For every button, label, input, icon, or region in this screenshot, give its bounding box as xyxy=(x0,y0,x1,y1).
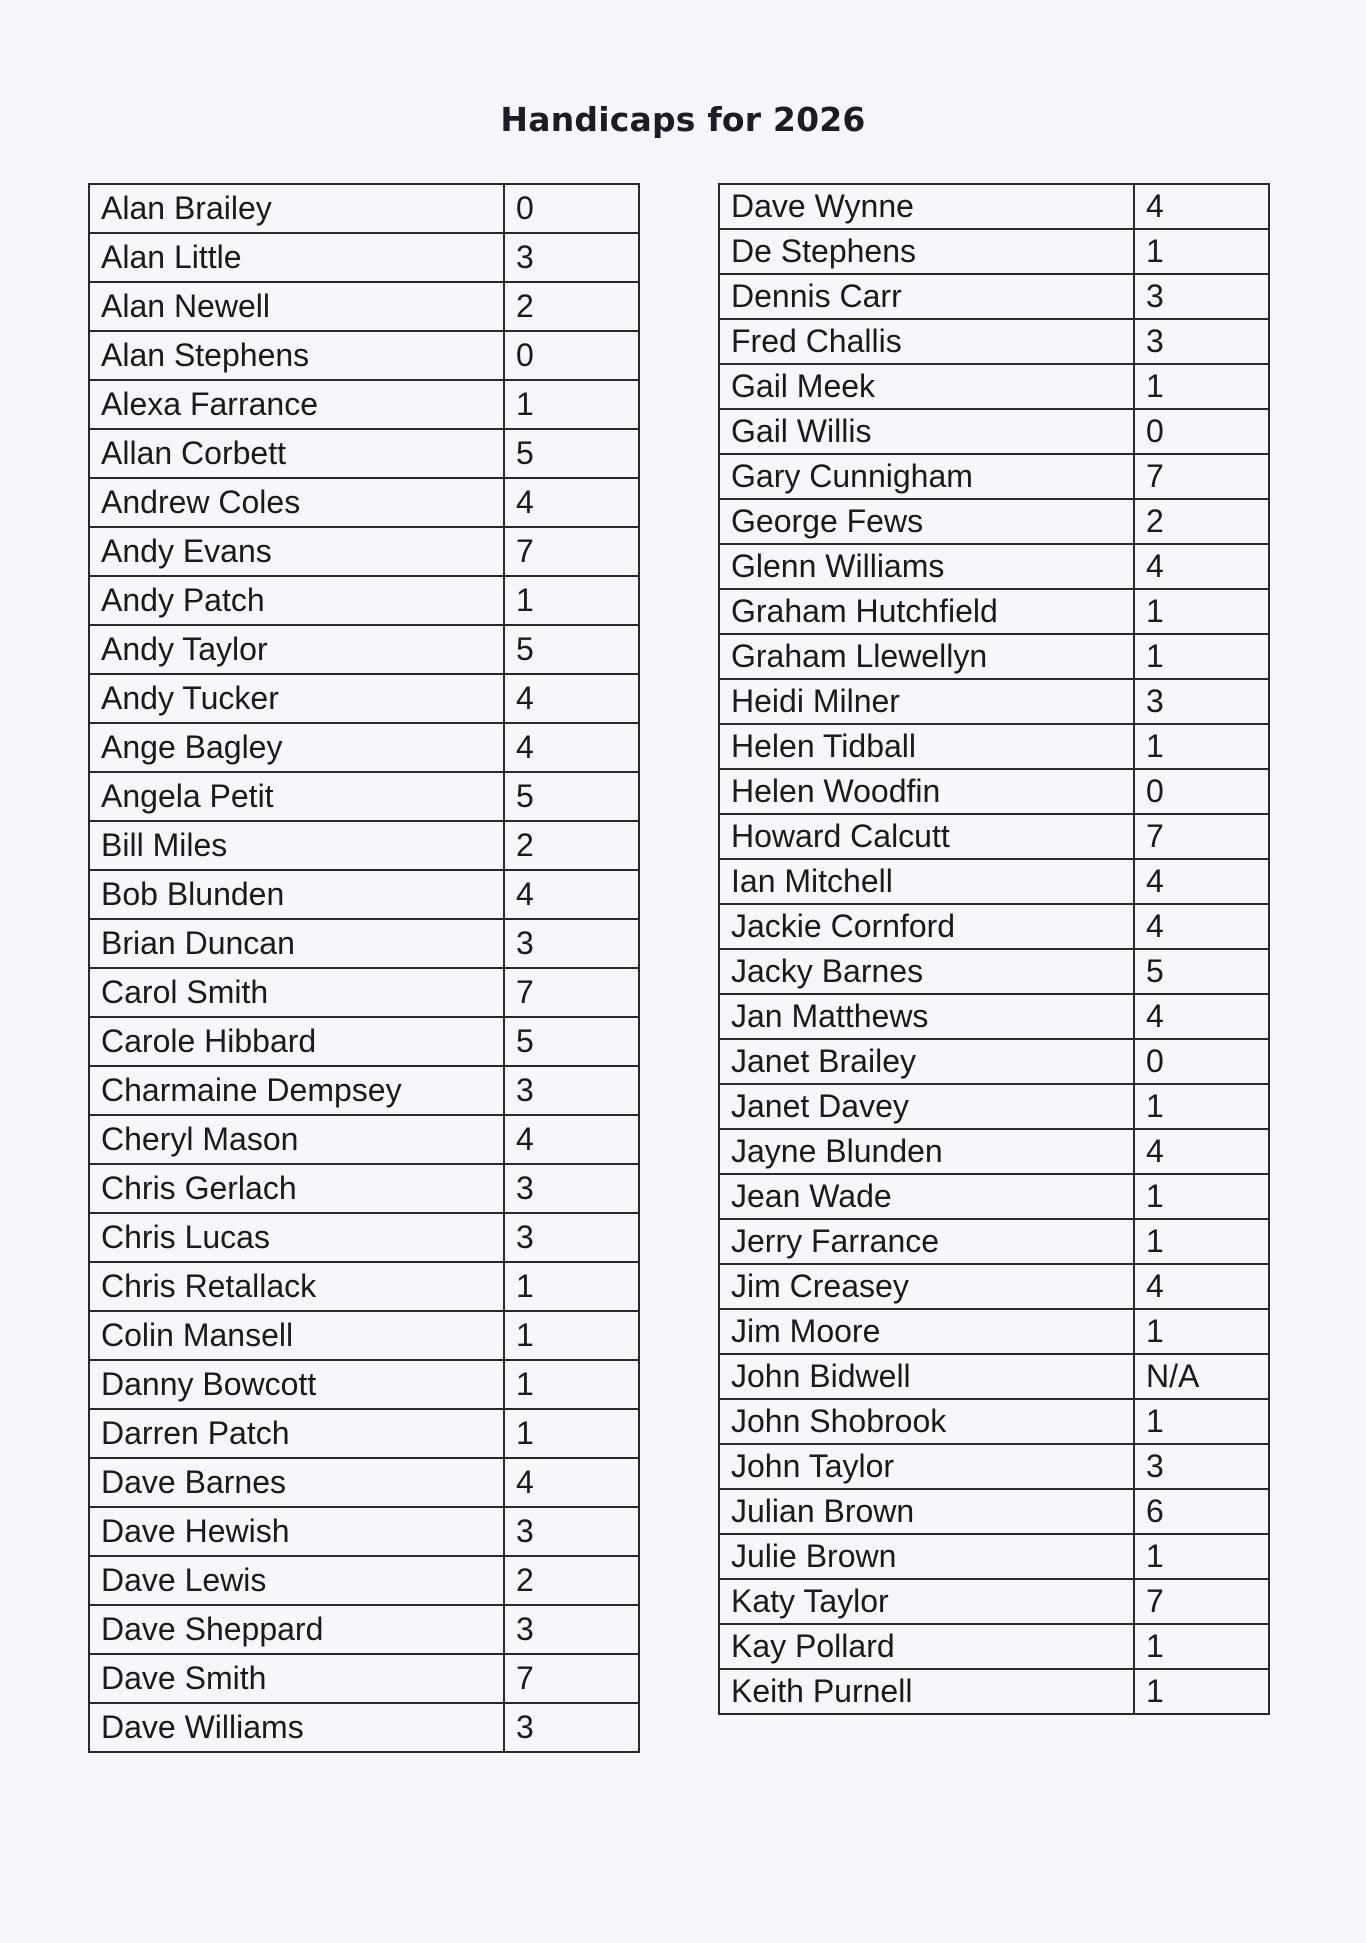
table-row xyxy=(89,870,639,919)
handicap-value-cell: 7 xyxy=(1134,814,1269,859)
handicap-value-cell: 3 xyxy=(1134,319,1269,364)
handicap-value-cell: N/A xyxy=(1134,1354,1269,1399)
player-name-cell: Gary Cunnigham xyxy=(719,454,1134,499)
handicap-value-cell: 1 xyxy=(1134,1399,1269,1444)
table-row xyxy=(719,544,1269,589)
player-name-cell: Dave Hewish xyxy=(89,1507,504,1556)
handicap-value-cell: 3 xyxy=(1134,274,1269,319)
table-row xyxy=(719,1354,1269,1399)
table-row xyxy=(719,1534,1269,1579)
player-name-cell: Jerry Farrance xyxy=(719,1219,1134,1264)
player-name-cell: Jean Wade xyxy=(719,1174,1134,1219)
player-name-cell: Alexa Farrance xyxy=(89,380,504,429)
table-row xyxy=(89,478,639,527)
handicap-value-cell: 1 xyxy=(1134,1534,1269,1579)
player-name-cell: Jim Moore xyxy=(719,1309,1134,1354)
table-row xyxy=(719,454,1269,499)
handicap-value-cell: 0 xyxy=(1134,1039,1269,1084)
player-name-cell: Ange Bagley xyxy=(89,723,504,772)
table-row xyxy=(89,1262,639,1311)
table-row xyxy=(89,674,639,723)
handicap-value-cell: 7 xyxy=(504,527,639,576)
player-name-cell: Alan Brailey xyxy=(89,184,504,233)
player-name-cell: George Fews xyxy=(719,499,1134,544)
handicap-value-cell: 1 xyxy=(1134,634,1269,679)
player-name-cell: Dennis Carr xyxy=(719,274,1134,319)
handicap-value-cell: 1 xyxy=(1134,1219,1269,1264)
table-row xyxy=(719,1264,1269,1309)
handicap-value-cell: 4 xyxy=(504,723,639,772)
player-name-cell: Julian Brown xyxy=(719,1489,1134,1534)
player-name-cell: Carole Hibbard xyxy=(89,1017,504,1066)
table-row xyxy=(89,1213,639,1262)
handicap-value-cell: 5 xyxy=(504,625,639,674)
table-row xyxy=(719,724,1269,769)
handicap-value-cell: 3 xyxy=(504,1164,639,1213)
handicap-value-cell: 1 xyxy=(504,1262,639,1311)
player-name-cell: Graham Llewellyn xyxy=(719,634,1134,679)
player-name-cell: Ian Mitchell xyxy=(719,859,1134,904)
table-row xyxy=(719,904,1269,949)
player-name-cell: John Taylor xyxy=(719,1444,1134,1489)
player-name-cell: Dave Lewis xyxy=(89,1556,504,1605)
handicap-value-cell: 3 xyxy=(504,1066,639,1115)
player-name-cell: Colin Mansell xyxy=(89,1311,504,1360)
handicap-value-cell: 5 xyxy=(504,429,639,478)
handicap-value-cell: 3 xyxy=(1134,1444,1269,1489)
table-row xyxy=(719,1129,1269,1174)
player-name-cell: Jim Creasey xyxy=(719,1264,1134,1309)
handicap-value-cell: 1 xyxy=(504,1360,639,1409)
player-name-cell: Glenn Williams xyxy=(719,544,1134,589)
handicap-value-cell: 1 xyxy=(504,576,639,625)
handicap-value-cell: 0 xyxy=(504,331,639,380)
handicap-value-cell: 1 xyxy=(504,1409,639,1458)
handicap-value-cell: 1 xyxy=(504,380,639,429)
handicap-value-cell: 7 xyxy=(504,1654,639,1703)
player-name-cell: Dave Williams xyxy=(89,1703,504,1752)
table-row xyxy=(89,1164,639,1213)
table-row xyxy=(89,331,639,380)
handicap-value-cell: 2 xyxy=(504,1556,639,1605)
handicap-value-cell: 4 xyxy=(504,674,639,723)
player-name-cell: Fred Challis xyxy=(719,319,1134,364)
table-row xyxy=(89,1605,639,1654)
page-title: Handicaps for 2026 xyxy=(500,100,866,139)
player-name-cell: Chris Lucas xyxy=(89,1213,504,1262)
table-row xyxy=(719,1084,1269,1129)
table-row xyxy=(719,589,1269,634)
handicap-value-cell: 5 xyxy=(504,772,639,821)
table-row xyxy=(719,499,1269,544)
player-name-cell: Charmaine Dempsey xyxy=(89,1066,504,1115)
player-name-cell: Allan Corbett xyxy=(89,429,504,478)
handicap-value-cell: 7 xyxy=(504,968,639,1017)
player-name-cell: De Stephens xyxy=(719,229,1134,274)
handicap-value-cell: 3 xyxy=(504,919,639,968)
handicap-value-cell: 1 xyxy=(1134,229,1269,274)
player-name-cell: Andrew Coles xyxy=(89,478,504,527)
handicap-value-cell: 2 xyxy=(1134,499,1269,544)
table-row xyxy=(89,184,639,233)
player-name-cell: Janet Brailey xyxy=(719,1039,1134,1084)
table-row xyxy=(89,1409,639,1458)
table-row xyxy=(89,919,639,968)
table-row xyxy=(89,723,639,772)
handicap-value-cell: 0 xyxy=(504,184,639,233)
handicap-value-cell: 7 xyxy=(1134,454,1269,499)
player-name-cell: Alan Little xyxy=(89,233,504,282)
table-row xyxy=(89,1017,639,1066)
handicap-value-cell: 4 xyxy=(1134,859,1269,904)
handicap-value-cell: 4 xyxy=(1134,904,1269,949)
handicap-value-cell: 3 xyxy=(504,1507,639,1556)
table-row xyxy=(719,1444,1269,1489)
table-row xyxy=(719,1309,1269,1354)
table-row xyxy=(89,625,639,674)
player-name-cell: Andy Evans xyxy=(89,527,504,576)
table-row xyxy=(89,380,639,429)
handicap-value-cell: 1 xyxy=(1134,1624,1269,1669)
player-name-cell: Angela Petit xyxy=(89,772,504,821)
handicap-value-cell: 4 xyxy=(1134,544,1269,589)
table-row xyxy=(719,859,1269,904)
handicap-value-cell: 1 xyxy=(1134,1174,1269,1219)
player-name-cell: Jayne Blunden xyxy=(719,1129,1134,1174)
table-row xyxy=(719,364,1269,409)
table-row xyxy=(719,1624,1269,1669)
player-name-cell: Cheryl Mason xyxy=(89,1115,504,1164)
table-row xyxy=(719,634,1269,679)
table-row xyxy=(89,1311,639,1360)
player-name-cell: Dave Wynne xyxy=(719,184,1134,229)
handicap-value-cell: 4 xyxy=(504,1115,639,1164)
table-row xyxy=(719,679,1269,724)
handicap-value-cell: 3 xyxy=(1134,679,1269,724)
table-row xyxy=(89,1654,639,1703)
table-row xyxy=(89,1703,639,1752)
player-name-cell: Bob Blunden xyxy=(89,870,504,919)
table-row xyxy=(89,282,639,331)
player-name-cell: Darren Patch xyxy=(89,1409,504,1458)
handicap-table-right xyxy=(718,183,1270,1715)
player-name-cell: Jackie Cornford xyxy=(719,904,1134,949)
player-name-cell: Alan Newell xyxy=(89,282,504,331)
handicap-value-cell: 7 xyxy=(1134,1579,1269,1624)
player-name-cell: Alan Stephens xyxy=(89,331,504,380)
handicap-value-cell: 3 xyxy=(504,233,639,282)
player-name-cell: Katy Taylor xyxy=(719,1579,1134,1624)
handicap-value-cell: 4 xyxy=(1134,994,1269,1039)
table-row xyxy=(719,994,1269,1039)
player-name-cell: Julie Brown xyxy=(719,1534,1134,1579)
handicap-value-cell: 2 xyxy=(504,821,639,870)
table-row xyxy=(719,769,1269,814)
handicap-value-cell: 4 xyxy=(504,478,639,527)
table-row xyxy=(89,1507,639,1556)
handicap-value-cell: 0 xyxy=(1134,769,1269,814)
table-row xyxy=(719,1489,1269,1534)
table-row xyxy=(719,319,1269,364)
player-name-cell: Heidi Milner xyxy=(719,679,1134,724)
player-name-cell: Howard Calcutt xyxy=(719,814,1134,859)
table-row xyxy=(89,1115,639,1164)
player-name-cell: Keith Purnell xyxy=(719,1669,1134,1714)
handicap-value-cell: 1 xyxy=(1134,364,1269,409)
table-row xyxy=(89,1066,639,1115)
handicap-value-cell: 4 xyxy=(504,870,639,919)
handicap-value-cell: 5 xyxy=(1134,949,1269,994)
player-name-cell: Kay Pollard xyxy=(719,1624,1134,1669)
player-name-cell: Chris Retallack xyxy=(89,1262,504,1311)
table-row xyxy=(89,1556,639,1605)
player-name-cell: Dave Barnes xyxy=(89,1458,504,1507)
table-row xyxy=(719,409,1269,454)
handicap-value-cell: 4 xyxy=(1134,1129,1269,1174)
handicap-value-cell: 1 xyxy=(1134,1084,1269,1129)
player-name-cell: Andy Taylor xyxy=(89,625,504,674)
table-row xyxy=(89,772,639,821)
player-name-cell: Helen Woodfin xyxy=(719,769,1134,814)
player-name-cell: Dave Smith xyxy=(89,1654,504,1703)
table-row xyxy=(89,576,639,625)
table-row xyxy=(89,527,639,576)
handicap-value-cell: 1 xyxy=(504,1311,639,1360)
table-row xyxy=(719,229,1269,274)
table-row xyxy=(719,1174,1269,1219)
player-name-cell: Chris Gerlach xyxy=(89,1164,504,1213)
table-row xyxy=(719,1579,1269,1624)
player-name-cell: Janet Davey xyxy=(719,1084,1134,1129)
table-row xyxy=(89,821,639,870)
handicap-value-cell: 3 xyxy=(504,1703,639,1752)
handicap-value-cell: 2 xyxy=(504,282,639,331)
table-row xyxy=(719,274,1269,319)
player-name-cell: Bill Miles xyxy=(89,821,504,870)
player-name-cell: Carol Smith xyxy=(89,968,504,1017)
player-name-cell: Gail Meek xyxy=(719,364,1134,409)
player-name-cell: Gail Willis xyxy=(719,409,1134,454)
player-name-cell: Danny Bowcott xyxy=(89,1360,504,1409)
handicap-value-cell: 1 xyxy=(1134,1309,1269,1354)
table-row xyxy=(89,968,639,1017)
table-row xyxy=(89,1458,639,1507)
handicap-value-cell: 3 xyxy=(504,1605,639,1654)
table-row xyxy=(719,184,1269,229)
handicap-value-cell: 5 xyxy=(504,1017,639,1066)
handicap-table-left xyxy=(88,183,640,1753)
player-name-cell: John Shobrook xyxy=(719,1399,1134,1444)
table-row xyxy=(719,1399,1269,1444)
handicap-value-cell: 3 xyxy=(504,1213,639,1262)
handicap-value-cell: 4 xyxy=(1134,184,1269,229)
table-row xyxy=(719,814,1269,859)
handicap-value-cell: 0 xyxy=(1134,409,1269,454)
player-name-cell: Jacky Barnes xyxy=(719,949,1134,994)
table-row xyxy=(719,949,1269,994)
player-name-cell: Jan Matthews xyxy=(719,994,1134,1039)
table-row xyxy=(89,233,639,282)
handicap-value-cell: 1 xyxy=(1134,1669,1269,1714)
handicap-value-cell: 6 xyxy=(1134,1489,1269,1534)
player-name-cell: Brian Duncan xyxy=(89,919,504,968)
player-name-cell: Dave Sheppard xyxy=(89,1605,504,1654)
handicap-value-cell: 1 xyxy=(1134,589,1269,634)
player-name-cell: Andy Patch xyxy=(89,576,504,625)
player-name-cell: John Bidwell xyxy=(719,1354,1134,1399)
handicap-value-cell: 4 xyxy=(504,1458,639,1507)
table-row xyxy=(719,1039,1269,1084)
table-row xyxy=(719,1219,1269,1264)
player-name-cell: Helen Tidball xyxy=(719,724,1134,769)
player-name-cell: Graham Hutchfield xyxy=(719,589,1134,634)
table-row xyxy=(719,1669,1269,1714)
handicap-value-cell: 1 xyxy=(1134,724,1269,769)
player-name-cell: Andy Tucker xyxy=(89,674,504,723)
handicap-value-cell: 4 xyxy=(1134,1264,1269,1309)
table-row xyxy=(89,1360,639,1409)
table-row xyxy=(89,429,639,478)
